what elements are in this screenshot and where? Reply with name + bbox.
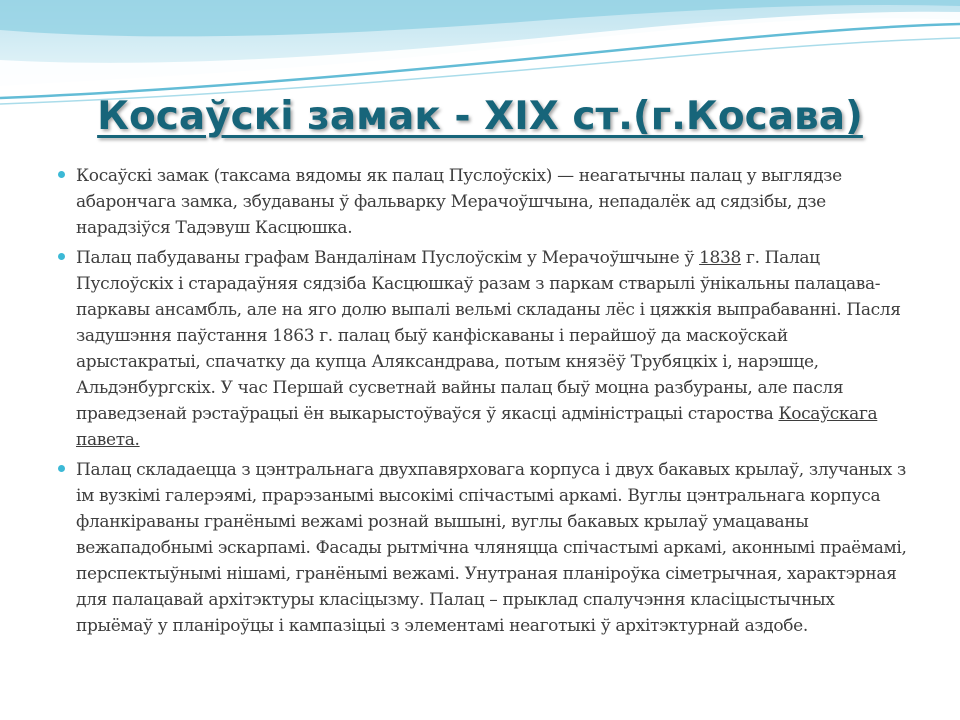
bullet-dot-icon [58, 465, 65, 472]
year-link[interactable]: 1838 [699, 248, 741, 268]
slide-title: Косаўскі замак - XIX ст.(г.Косава) [97, 94, 863, 139]
bullet-dot-icon [58, 171, 65, 178]
bullet-item-3 [58, 457, 908, 639]
bullet-dot-icon [58, 253, 65, 260]
bullet-item-2 [58, 245, 908, 453]
bullet-text-2b: г. Палац Пуслоўскіх і старадаўняя сядзіба Касцюшкаў разам з паркам стварылі ўнікальны палацава-паркавы ансамбль, але на яго долю выпалі вельмі складаны лёс і цяжкія выпрабаванні. Пасля задушэння паўстання 1863 г. палац быў канфіскаваны і перайшоў да маскоўскай арыстакратыі, спачатку да купца Аляксандрава, потым князёў Трубяцкіх і, нарэшце, Альдэнбургскіх. У час Першай сусветнай вайны палац быў моцна разбураны, але пасля праведзенай рэстаўрацыі ён выкарыстоўваўся ў якасці адміністрацыі староства [76, 248, 901, 424]
bullet-text-3: Палац складаецца з цэнтральнага двухпавярховага корпуса і двух бакавых крылаў, злучаных з ім вузкімі галерэямі, прарэзанымі высокімі спічастымі аркамі. Вуглы цэнтральнага корпуса фланкіраваны гранёнымі вежамі рознай вышыні, вуглы бакавых крылаў умацаваны вежападобнымі эскарпамі. Фасады рытмічна чляняцца спічастымі аркамі, аконнымі праёмамі, перспектыўнымі нішамі, гранёнымі вежамі. Унутраная планіроўка сіметрычная, характэрная для палацавай архітэктуры класіцызму. Палац – прыклад спалучэння класіцыстычных прыёмаў у планіроўцы і кампазіцыі з элементамі неаготыкі ў архітэктурнай аздобе. [76, 460, 907, 636]
bullet-list [58, 163, 908, 643]
bullet-text-1: Косаўскі замак (таксама вядомы як палац Пуслоўскіх) — неагатычны палац у выглядзе абарончага замка, збудаваны ў фальварку Мерачоўшчына, непадалёк ад сядзібы, дзе нарадзіўся Тадэвуш Касцюшка. [76, 166, 842, 238]
bullet-item-1 [58, 163, 908, 241]
kosava-district-link[interactable]: Косаўскага павета. [76, 404, 878, 450]
bullet-text-2a: Палац пабудаваны графам Вандалінам Пуслоўскім у Мерачоўшчыне ў [76, 248, 700, 268]
